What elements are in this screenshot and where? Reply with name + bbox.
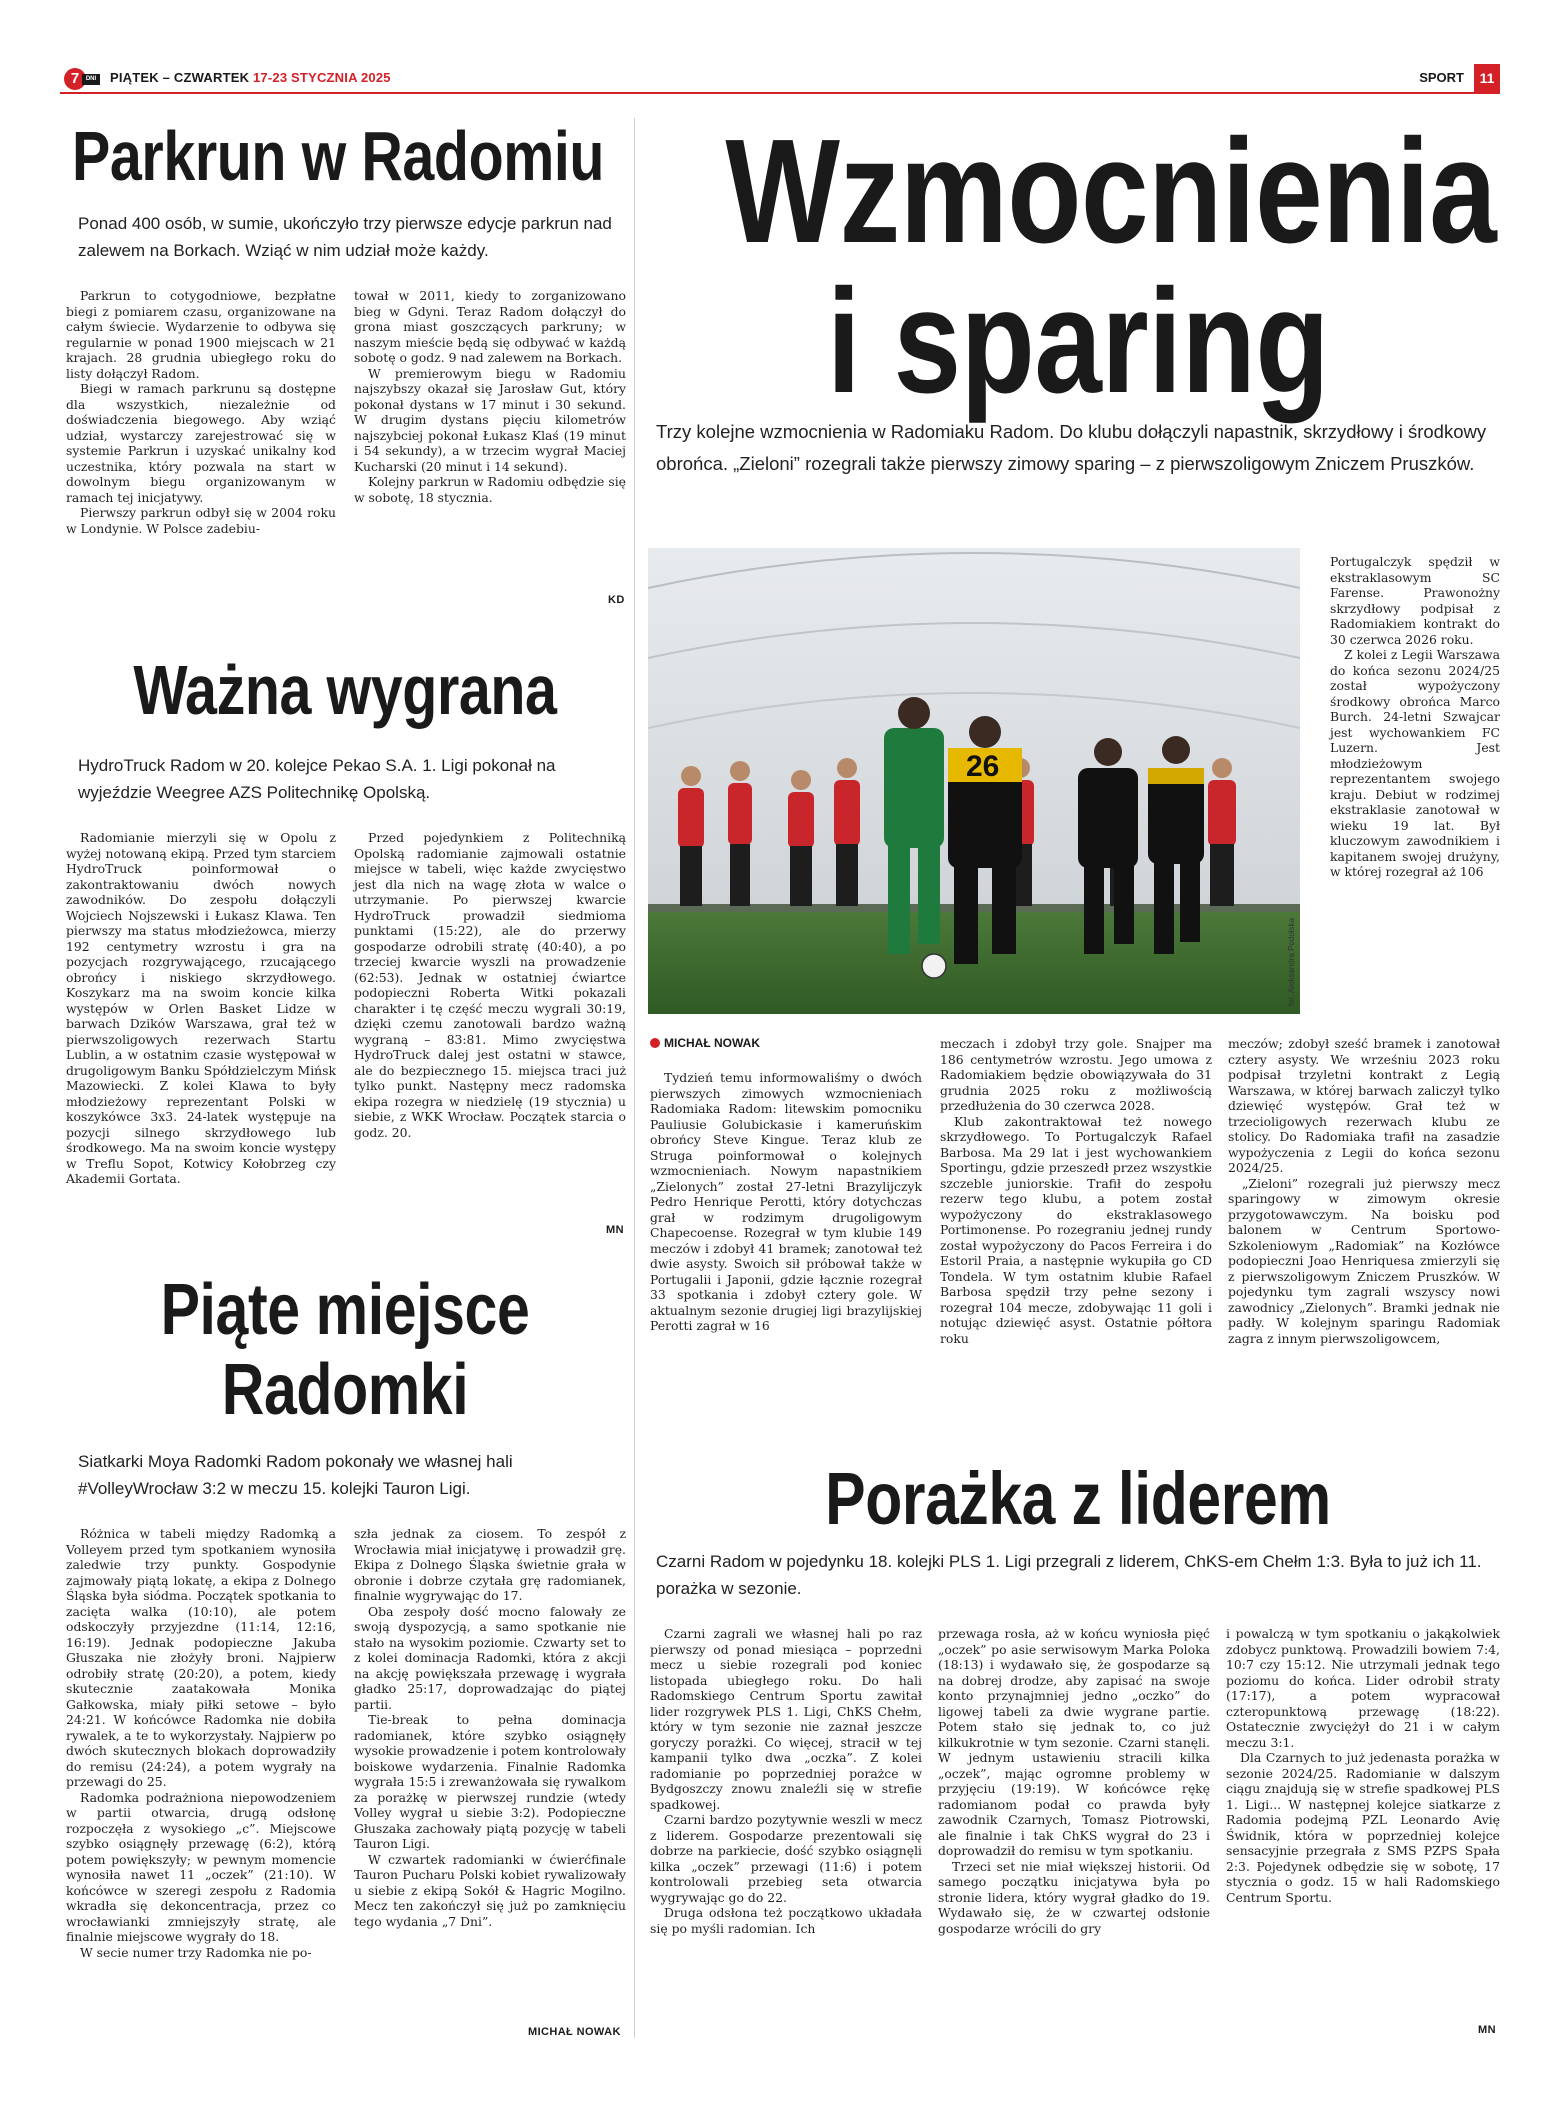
parkrun-col1 xyxy=(66,288,336,536)
paragraph: Biegi w ramach parkrunu są dostępne dla wszystkich, niezależnie od doświadczenia biegowego. Aby wziąć udział, wystarczy zarejestrować się w systemie Parkrun i uzyskać unikalny kod uczestnika, który pozwala na start w dowolnym biegu organizowanym w ramach tej inicjatywy. xyxy=(66,381,336,505)
wzmoc-byline xyxy=(650,1036,760,1050)
wzmoc-col2 xyxy=(940,1036,1212,1346)
wazna-title: Ważna wygrana xyxy=(133,651,557,729)
paragraph: Dla Czarnych to już jedenasta porażka w sezonie 2024/25. Radomianie w dalszym ciągu znajdują się w strefie spadkowej PLS 1. Ligi... W następnej kolejce siatkarze z Radomia podejmą PZL Leonardo Avię Świdnik, która w poprzedniej kolejce sensacyjnie przegrała z SMS PZPS Spała 2:3. Pojedynek odbędzie się w sobotę, 17 stycznia o godz. 15 w hali Radomskiego Centrum Sportu. xyxy=(1226,1750,1500,1905)
page-header xyxy=(60,66,1500,94)
parkrun-title: Parkrun w Radomiu xyxy=(72,117,605,195)
parkrun-lead: Ponad 400 osób, w sumie, ukończyło trzy pierwsze edycje parkrun nad zalewem na Borkach. Wziąć w nim udział może każdy. xyxy=(78,214,612,260)
wzmoc-title-line1: Wzmocnienia xyxy=(725,109,1497,274)
paragraph: i powalczą w tym spotkaniu o jakąkolwiek zdobycz punktową. Prowadzili bowiem 7:4, 10:7 czy 15:12. Nie utrzymali jednak tego poziomu do końca. Lider odrobił straty (17:17), a potem wypracował czteropunktową przewagę (18:22). Ostatecznie zwyciężył do 21 i w całym meczu 3:1. xyxy=(1226,1626,1500,1750)
paragraph: szła jednak za ciosem. To zespół z Wrocławia miał inicjatywę i prowadził grę. Ekipa z Dolnego Śląska świetnie grała w obronie i dobrze czytała grę radomianek, finalnie wygrywając do 17. xyxy=(354,1526,626,1603)
football-scene-image xyxy=(648,548,1300,1014)
wzmoc-col3-bottom xyxy=(1228,1036,1500,1346)
paragraph: Druga odsłona też początkowo układała się po myśli radomian. Ich xyxy=(650,1905,922,1936)
newspaper-logo xyxy=(64,68,102,90)
wazna-lead: HydroTruck Radom w 20. kolejce Pekao S.A. 1. Ligi pokonał na wyjeździe Weegree AZS Politechnikę Opolską. xyxy=(78,756,556,802)
jersey-number: 26 xyxy=(966,750,1000,783)
paragraph: W secie numer trzy Radomka nie po- xyxy=(80,1944,312,1960)
photo-credit: fot. Aleksandra Podolska xyxy=(1287,917,1296,1006)
piate-title-line2: Radomki xyxy=(221,1350,469,1430)
paragraph: Oba zespoły dość mocno falowały ze swoją dyspozycją, a samo spotkanie nie stało na wysokim poziomie. Czwarty set to z kolei dominacja Radomki, która z akcji na akcję powiększała przewagę i wygrała gładko 25:17, doprowadzając do piątej partii. xyxy=(354,1603,626,1712)
paragraph: Czarni bardzo pozytywnie weszli w mecz z liderem. Gospodarze prezentowali się dobrze na parkiecie, dość szybko osiągnęli kilka „oczek” przewagi (11:6) i potem kontrolowali przebieg seta otwarcia wygrywając go do 22. xyxy=(650,1812,922,1905)
paragraph: Radomianie mierzyli się w Opolu z wyżej notowaną ekipą. Przed tym starciem HydroTruck poinformował o zakontraktowaniu dwóch nowych zawodników. Do zespołu dołączyli Wojciech Nojszewski i Łukasz Klawa. Ten pierwszy ma status młodzieżowca, mierzy 192 centymetry wzrostu i gra na pozycjach rozgrywającego, rzucającego obrońcy i niskiego skrzydłowego. Koszykarz ma na swoim koncie kilka występów w Orlen Basket Lidze w barwach Dzików Warszawa, grał też w pierwszoligowych rezerwach Startu Lublin, a w ostatnim czasie występował w drugoligowym Banku Spółdzielczym Mińsk Mazowiecki. Z kolei Klawa to były młodzieżowy reprezentant Polski w koszykówce 3x3. 24-latek występuje na pozycji silnego skrzydłowego lub środkowego. Ma na swoim koncie występy w Treflu Sopot, Kotwicy Kołobrzeg czy Akademii Gortata. xyxy=(66,830,337,1186)
logo-tag: DNI xyxy=(82,74,100,85)
paragraph: Różnica w tabeli między Radomką a Volleyem przed tym spotkaniem wynosiła zaledwie trzy punkty. Gospodynie zajmowały piątą lokatę, a ekipa z Dolnego Śląska była siódma. Początek spotkania to zacięta walka (10:10), ale potem odskoczyły przyjezdne (11:14, 12:16, 16:19). Jednak podopieczne Jakuba Głuszaka nie złożyły broni. Najpierw odrobiły stratę (20:20), a potem, kiedy skutecznie zaatakowała Monika Gałkowska, miały piłki setowe – było 24:21. W końcówce Radomka nie dobiła rywalek, a te to wykorzystały. Najpierw po dwóch skutecznych blokach doprowadziły do remisu (24:24), a potem wygrały na przewagi do 25. xyxy=(66,1526,336,1789)
wazna-signature: MN xyxy=(606,1224,624,1236)
paragraph: W czwartek radomianki w ćwierćfinale Tauron Pucharu Polski kobiet rywalizowały u siebie z ekipą Sokół & Hagric Mogilno. Mecz ten zakończył się już po zamknięciu tego wydania „7 Dni”. xyxy=(354,1851,626,1929)
piate-lead: Siatkarki Moya Radomki Radom pokonały we własnej hali #VolleyWrocław 3:2 w meczu 15. kolejki Tauron Ligi. xyxy=(78,1452,513,1498)
page-number: 11 xyxy=(1474,64,1500,92)
wzmoc-lead: Trzy kolejne wzmocnienia w Radomiaku Radom. Do klubu dołączyli napastnik, skrzydłowy i środkowy obrońca. „Zieloni” rozegrali także pierwszy zimowy sparing – z pierwszoligowym Zniczem Pruszków. xyxy=(656,421,1487,474)
wzmoc-col1 xyxy=(650,1070,922,1334)
paragraph: Tydzień temu informowaliśmy o dwóch pierwszych zimowych wzmocnieniach Radomiaka Radom: litewskim pomocniku Pauliusie Golubickasie i kameruńskim obrońcy Steve Kingue. Teraz klub ze Struga poinformował o kolejnych wzmocnieniach. Nowym napastnikiem „Zielonych” został 27-letni Brazylijczyk Pedro Henrique Perotti, który dotychczas grał w rodzimym drugoligowym Chapecoense. Rozegrał w tym klubie 149 meczów i zdobył 41 bramek; zanotował też dwie asysty. Swoich sił próbował także w Portugalii i Japonii, gdzie łącznie rozegrał 33 spotkania i zdobył cztery gole. W aktualnym sezonie drugiej ligi brazylijskiej Perotti zagrał w 16 xyxy=(650,1070,922,1333)
porazka-col3 xyxy=(1226,1626,1500,1905)
porazka-lead: Czarni Radom w pojedynku 18. kolejki PLS 1. Ligi przegrali z liderem, ChKS-em Chełm 1:3. Była to już ich 11. porażka w sezonie. xyxy=(656,1552,1482,1598)
paragraph: Pierwszy parkrun odbył się w 2004 roku w Londynie. W Polsce zadebiu- xyxy=(66,505,336,536)
parkrun-signature: KD xyxy=(608,594,625,606)
paragraph: Kolejny parkrun w Radomiu odbędzie się w sobotę, 18 stycznia. xyxy=(354,474,626,505)
paragraph: Przed pojedynkiem z Politechniką Opolską radomianie zajmowali ostatnie miejsce w tabeli, więc każde zwycięstwo jest dla nich na wagę złota w walce o utrzymanie. Po pierwszej kwarcie HydroTruck prowadził siedmioma punktami (15:22), ale do przerwy gospodarze odrobili stratę (40:40), a po trzeciej kwarcie wyszli na prowadzenie (62:53). Jednak w ostatniej ćwiartce podopieczni Roberta Witki pokazali charakter i tę część meczu wygrali 30:19, dzięki czemu zanotowali bardzo ważną wygraną – 83:81. Mimo zwycięstwa HydroTruck dalej jest ostatni w stawce, ale do bezpiecznego 15. miejsca traci już tylko punkt. Następny mecz radomska ekipa rozegra w niedzielę (19 stycznia) u siebie, z WKK Wrocław. Początek starcia o godz. 20. xyxy=(354,830,626,1140)
wazna-col2 xyxy=(354,830,626,1140)
issue-days: PIĄTEK – CZWARTEK xyxy=(110,70,253,85)
issue-date xyxy=(110,70,391,85)
piate-col1 xyxy=(66,1526,336,1960)
wzmoc-col3-top xyxy=(1330,554,1500,880)
red-dot-icon xyxy=(650,1038,660,1048)
wazna-col1 xyxy=(66,830,336,1187)
piate-title-line1: Piąte miejsce xyxy=(160,1270,530,1350)
paragraph: „Zieloni” rozegrali już pierwszy mecz sparingowy w zimowym okresie przygotowawczym. Na boisku pod balonem w Centrum Sportowo-Szkoleniowym „Radomiak” na Kozłówce podopieczni Joao Henriquesa zmierzyli się z pierwszoligowym Zniczem Pruszków. W pojedynku tym zagrali wszyscy nowi zawodnicy „Zielonych”. Bramki jednak nie padły. W kolejnym sparingu Radomiak zagra z innym pierwszoligowcem, xyxy=(1228,1175,1500,1346)
paragraph: tował w 2011, kiedy to zorganizowano bieg w Gdyni. Teraz Radom dołączył do grona miast goszczących parkruny; w naszym mieście będą się odbywać w każdą sobotę o godz. 9 nad zalewem na Borkach. xyxy=(354,288,626,365)
piate-signature: MICHAŁ NOWAK xyxy=(528,2026,621,2038)
issue-range: 17-23 STYCZNIA 2025 xyxy=(253,70,391,85)
section-label: SPORT xyxy=(1419,70,1464,85)
porazka-col1 xyxy=(650,1626,922,1936)
paragraph: Parkrun to cotygodniowe, bezpłatne biegi z pomiarem czasu, organizowane na całym świecie. Wydarzenie to odbywa się regularnie w ponad 1900 miejscach w 21 krajach. 28 grudnia ubiegłego roku do listy dołączył Radom. xyxy=(66,288,336,381)
column-divider xyxy=(634,118,635,2038)
match-photo xyxy=(648,548,1300,1014)
paragraph: meczów; zdobył sześć bramek i zanotował cztery asysty. We wrześniu 2023 roku podpisał trzyletni kontrakt z Legią Warszawa, w której barwach zaliczył tylko dziewięć występów. Grał też w trzecioligowych rezerwach klubu ze stolicy. Do Radomiaka trafił na zasadzie wypożyczenia z Legii do końca sezonu 2024/25. xyxy=(1228,1036,1500,1175)
paragraph: Trzeci set nie miał większej historii. Od samego początku inicjatywa była po stronie lidera, który wygrał gładko do 19. Wydawało się, że w czwartej odsłonie gospodarze wrócili do gry xyxy=(938,1858,1210,1936)
logo-number: 7 xyxy=(64,68,86,90)
paragraph: Radomka podrażniona niepowodzeniem w partii otwarcia, drugą odsłonę rozpoczęła z wysokiego „c”. Miejscowe szybko osiągnęły przewagę (6:2), którą potem powiększyły; w pewnym momencie wynosiła nawet 11 „oczek” (21:10). W końcówce w szeregi zespołu z Radomia wkradła się dekoncentracja, przez co wrocławianki zmniejszyły stratę, ale finalnie miejscowe wygrały do 18. xyxy=(66,1789,336,1944)
paragraph: Portugalczyk spędził w ekstraklasowym SC Farense. Prawonożny skrzydłowy podpisał z Radomiakiem kontrakt do 30 czerwca 2026 roku. xyxy=(1330,554,1500,647)
paragraph: meczach i zdobył trzy gole. Snajper ma 186 centymetrów wzrostu. Jego umowa z Radomiakiem będzie obowiązywała do 31 grudnia 2025 roku z możliwością przedłużenia do 30 czerwca 2028. xyxy=(940,1036,1212,1113)
paragraph: W premierowym biegu w Radomiu najszybszy okazał się Jarosław Gut, który pokonał dystans w 17 minut i 30 sekund. W drugim dystans pięciu kilometrów najszybciej pokonał Łukasz Klaś (19 minut i 54 sekundy), a w trzecim wygrał Maciej Kucharski (20 minut i 14 sekund). xyxy=(354,365,626,474)
parkrun-col2 xyxy=(354,288,626,505)
paragraph: przewaga rosła, aż w końcu wyniosła pięć „oczek” po asie serwisowym Marka Poloka (18:13) i wydawało się, że gospodarze są na dobrej drodze, aby zapisać na swoje konto przynajmniej jedno „oczko” do ligowej tabeli za dwie wygrane partie. Potem stało się jednak to, co już kilkukrotnie w tym sezonie. Czarni stanęli. W jednym ustawieniu stracili kilka „oczek”, mając ogromne problemy w przyjęciu (19:19). W końcówce rękę radomianom podał co prawda były zawodnik Czarnych, Tomasz Piotrowski, ale finalnie i tak ChKS wygrał do 23 i doprowadził do remisu w tym spotkaniu. xyxy=(938,1626,1210,1858)
porazka-col2 xyxy=(938,1626,1210,1936)
paragraph: Klub zakontraktował też nowego skrzydłowego. To Portugalczyk Rafael Barbosa. Ma 29 lat i jest wychowankiem Sportingu, gdzie przeszedł przez wszystkie szczeble juniorskie. Trafił do zespołu rezerw tego klubu, a potem został wypożyczony do ekstraklasowego Portimonense. Po rozegraniu jednej rundy został wypożyczony do Pacos Ferreira i do Estoril Praia, a następnie wykupiła go CD Tondela. W tym ostatnim klubie Rafael Barbosa spędził trzy pełne sezony i rozegrał 104 mecze, zdobywając 11 goli i notując dziewięć asyst. Ostatnie półtora roku xyxy=(940,1113,1212,1346)
porazka-signature: MN xyxy=(1478,2024,1496,2036)
byline-author: MICHAŁ NOWAK xyxy=(664,1036,760,1050)
porazka-title: Porażka z liderem xyxy=(825,1457,1331,1540)
paragraph: Czarni zagrali we własnej hali po raz pierwszy od ponad miesiąca – poprzedni mecz u siebie rozegrali pod koniec listopada ubiegłego roku. Do hali Radomskiego Centrum Sportu zawitał lider rozgrywek PLS 1. Ligi, ChKS Chełm, który w tym sezonie nie zaznał jeszcze goryczy porażki. Co więcej, stracił w tej kampanii tylko dwa „oczka”. Z kolei radomianie po poprzedniej porażce w Bydgoszczy znowu znaleźli się w strefie spadkowej. xyxy=(650,1626,922,1812)
paragraph: Z kolei z Legii Warszawa do końca sezonu 2024/25 został wypożyczony środkowy obrońca Marco Burch. 24-letni Szwajcar jest wychowankiem FC Luzern. Jest młodzieżowym reprezentantem swojego kraju. Debiut w rodzimej ekstraklasie zanotował w wieku 19 lat. Był kluczowym zawodnikiem i kapitanem swojej drużyny, w której rozegrał aż 106 xyxy=(1330,647,1500,879)
piate-col2 xyxy=(354,1526,626,1929)
wzmoc-title-line2: i sparing xyxy=(826,259,1330,424)
paragraph: Tie-break to pełna dominacja radomianek, które szybko osiągnęły wysokie prowadzenie i potem kontrolowały boiskowe wydarzenia. Finalnie Radomka wygrała 15:5 i zrewanżowała się rywalkom za porażkę w pierwszej rundzie (wtedy Volley wygrał u siebie 3:2). Podopieczne Głuszaka zachowały piątą pozycję w tabeli Tauron Ligi. xyxy=(354,1712,626,1851)
